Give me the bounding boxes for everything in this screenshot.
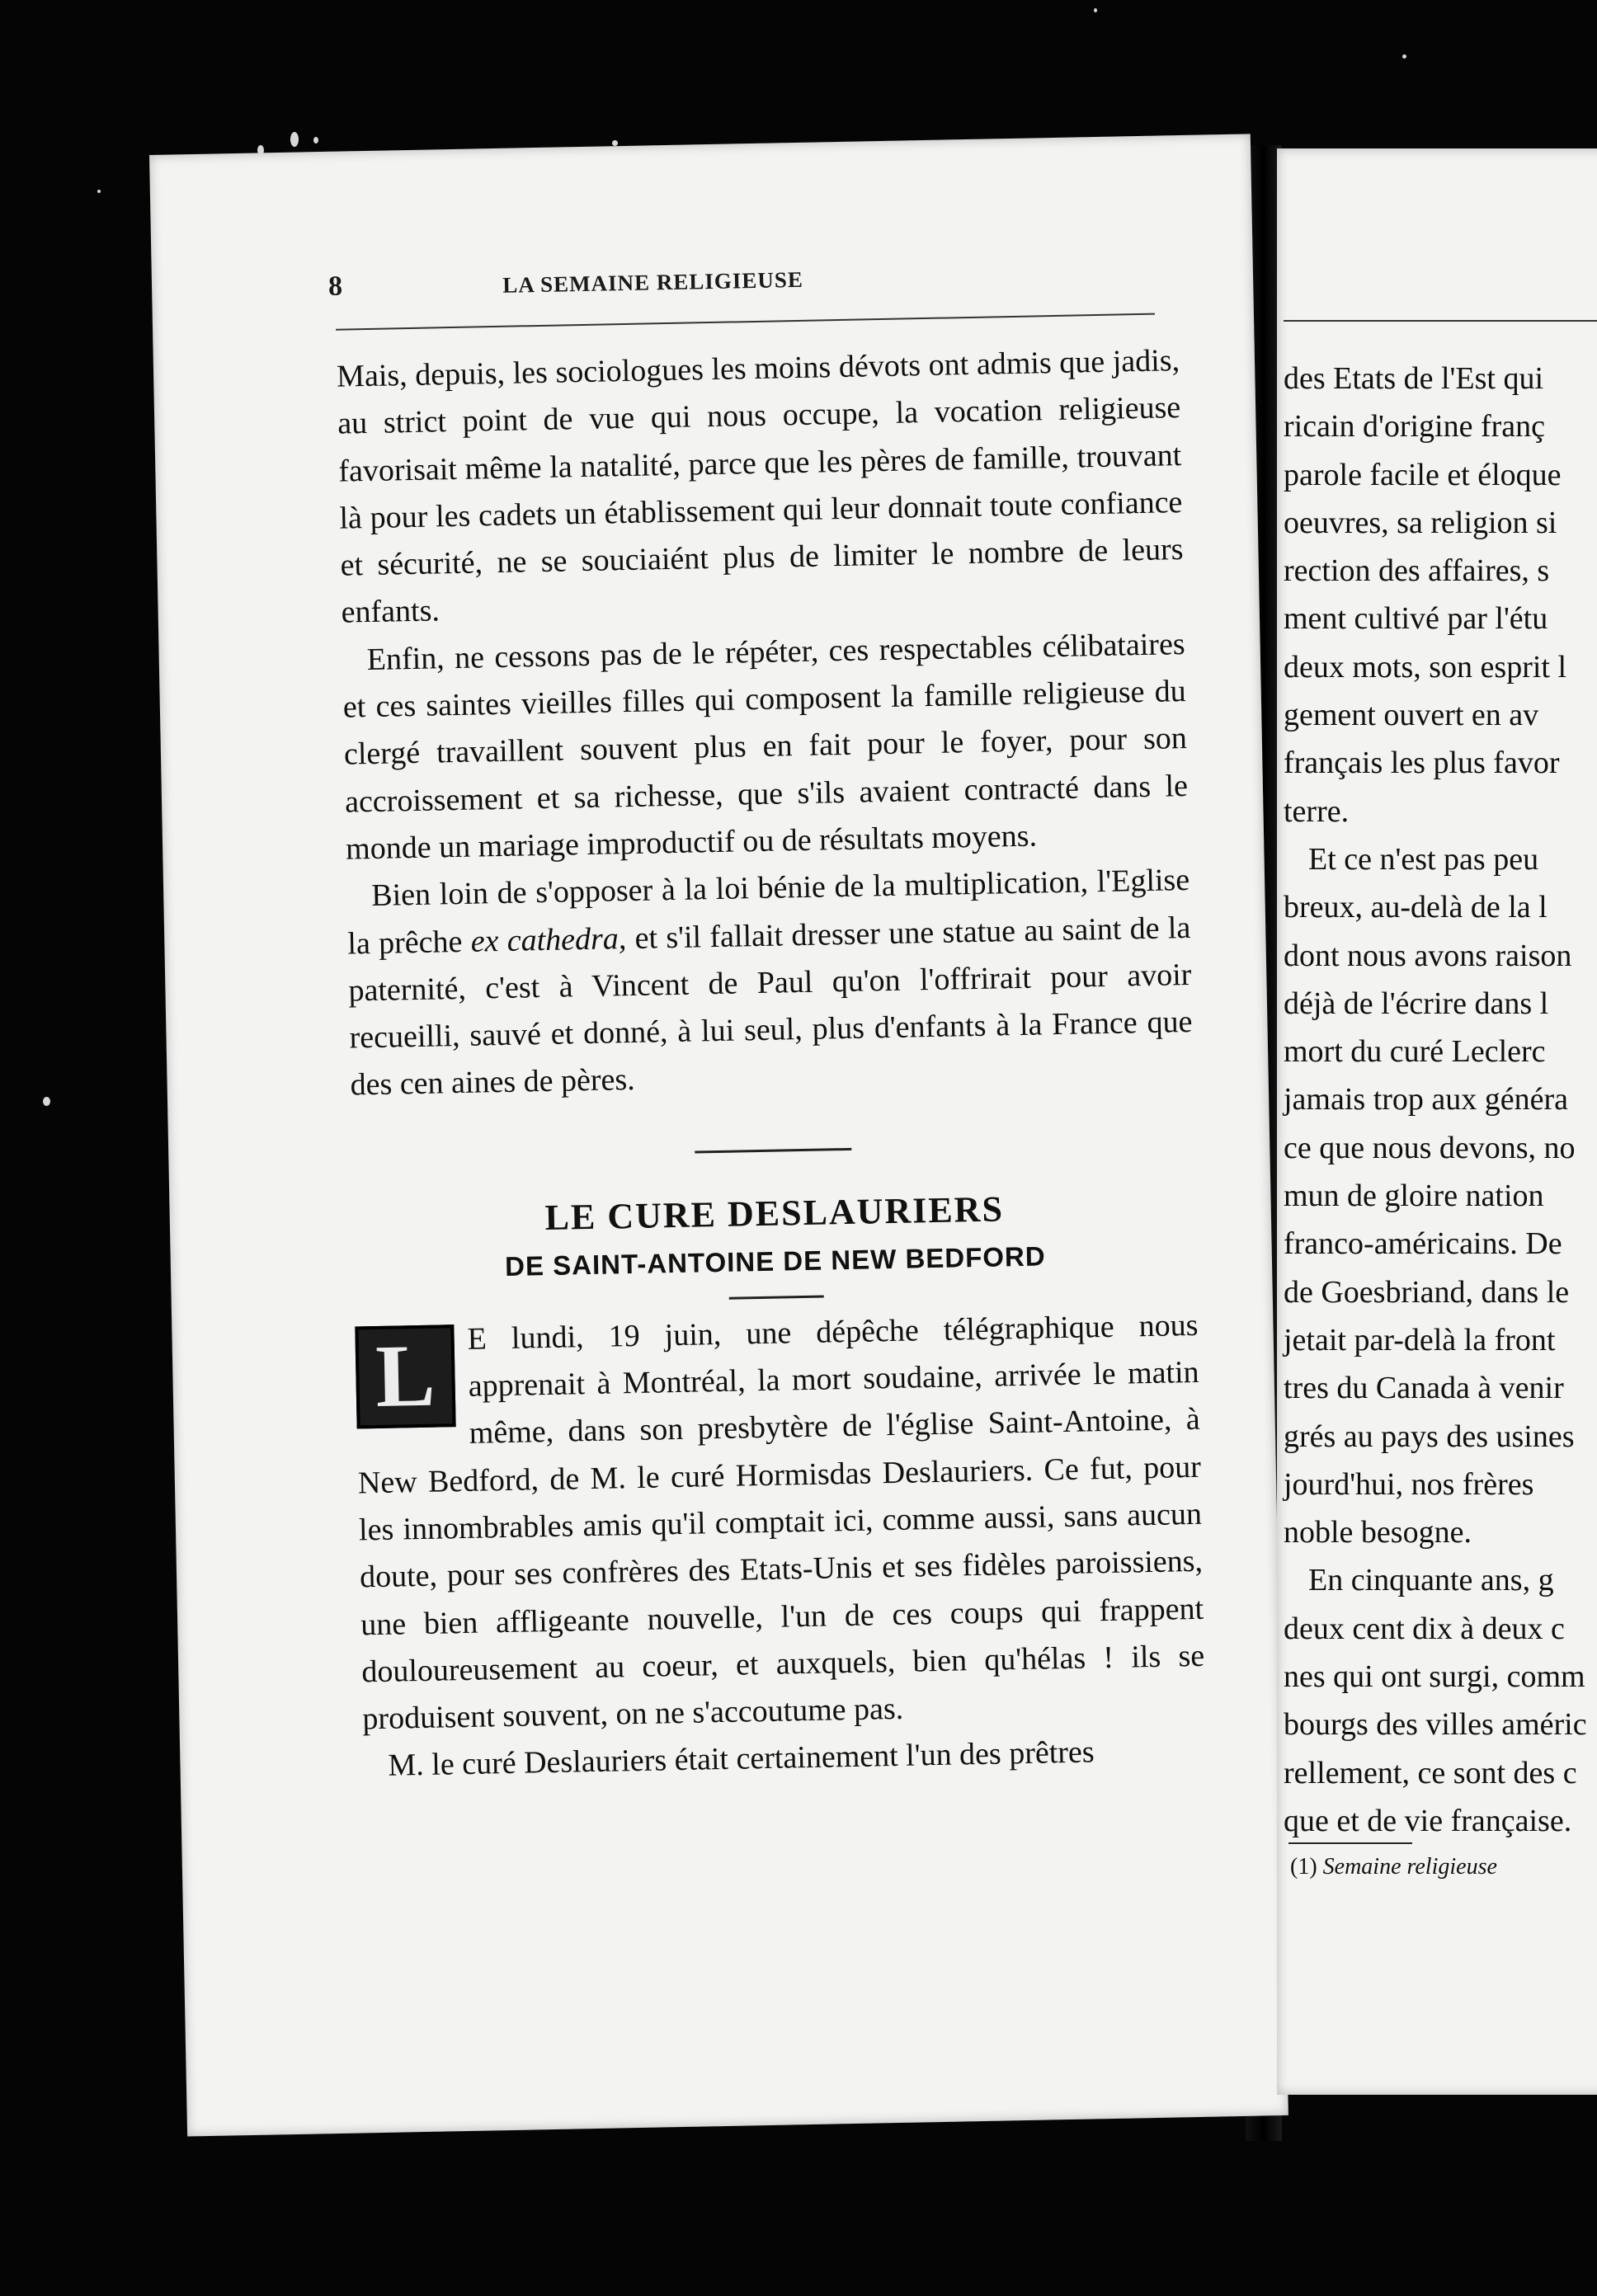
left-page	[149, 134, 1288, 2136]
article-paragraph-1-text: E lundi, 19 juin, une dépêche télégraphique nous apprenait à Montréal, la mort soudaine, arrivée le matin même, dans son presbytère de l'église Saint-Antoine, à New Bedford, de M. le curé Hormisdas Deslauriers. Ce fut, pour les innombrables amis qu'il comptait ici, comme aussi, sans aucun doute, pour ses confrères des Etats-Unis et ses fidèles paroissiens, une bien affligeante nouvelle, l'un de ces coups qui frappent douloureusement au coeur, et auxquels, bien qu'hélas ! ils se produisent souvent, on ne s'accoutume pas.	[357, 1307, 1205, 1737]
footnote-rule	[1288, 1842, 1412, 1844]
right-page-line: Et ce n'est pas peu	[1308, 841, 1539, 877]
footnote-marker: (1)	[1290, 1854, 1317, 1880]
right-page-line: mort du curé Leclerc	[1284, 1034, 1546, 1070]
right-page-line: terre.	[1284, 793, 1350, 829]
article-title: LE CURE DESLAURIERS	[544, 1188, 1005, 1238]
right-page-line: ment cultivé par l'étu	[1284, 601, 1548, 637]
right-page-line: franco-américains. De	[1284, 1226, 1562, 1262]
right-page-line: ce que nous devons, no	[1284, 1130, 1576, 1165]
right-page-line: En cinquante ans, g	[1308, 1563, 1554, 1598]
right-page-line: de Goesbriand, dans le	[1284, 1274, 1570, 1310]
paragraph-3	[346, 857, 1194, 1109]
right-page	[1277, 148, 1597, 2095]
footnote	[1290, 1854, 1497, 1880]
page-number: 8	[327, 271, 343, 302]
right-page-line: jamais trop aux généra	[1284, 1082, 1569, 1117]
footnote-text: Semaine religieuse	[1322, 1854, 1497, 1880]
article-paragraph-2: M. le curé Deslauriers était certainement l'un des prêtres	[388, 1734, 1095, 1784]
right-page-line: rellement, ce sont des c	[1284, 1755, 1577, 1790]
right-page-line: tres du Canada à venir	[1284, 1371, 1564, 1406]
right-page-line: nes qui ont surgi, comm	[1284, 1659, 1585, 1695]
right-page-line: rection des affaires, s	[1284, 553, 1550, 589]
right-page-line: déjà de l'écrire dans l	[1284, 986, 1549, 1021]
article-subtitle: DE SAINT-ANTOINE DE NEW BEDFORD	[504, 1240, 1046, 1282]
right-page-line: dont nous avons raison	[1284, 938, 1572, 973]
right-page-line: oeuvres, sa religion si	[1284, 505, 1557, 540]
right-page-line: jetait par-delà la front	[1284, 1322, 1556, 1357]
left-page-body	[337, 337, 1207, 1790]
right-page-line: gement ouvert en av	[1284, 698, 1539, 733]
right-page-line: bourgs des villes améric	[1284, 1707, 1587, 1743]
right-page-line: que et de vie française.	[1284, 1803, 1572, 1838]
right-page-line: breux, au-delà de la l	[1284, 890, 1548, 925]
right-page-body	[1284, 355, 1597, 1845]
running-head	[152, 253, 1254, 316]
right-page-line: des Etats de l'Est qui	[1284, 361, 1544, 396]
right-page-line: parole facile et éloque	[1284, 457, 1562, 492]
right-page-line: français les plus favor	[1284, 746, 1560, 781]
right-page-line: noble besogne.	[1284, 1515, 1472, 1550]
paragraph-3-latin-phrase: ex cathedra,	[470, 920, 627, 959]
right-page-line: deux mots, son esprit l	[1284, 649, 1567, 685]
right-page-line: ricain d'origine franç	[1284, 409, 1546, 445]
drop-cap-ornament: L	[355, 1324, 455, 1428]
right-page-header-rule	[1284, 320, 1597, 322]
right-page-line: grés au pays des usines	[1284, 1419, 1575, 1454]
right-page-line: mun de gloire nation	[1284, 1179, 1544, 1214]
paragraph-2: Enfin, ne cessons pas de le répéter, ces respectables célibataires et ces saintes vieilles filles qui composent la famille religieuse du clergé travaillent souvent plus en fait pour le foyer, pour son accroissement et sa richesse, que s'ils avaient contracté dans le monde un mariage improductif ou de résultats moyens.	[342, 626, 1189, 867]
paragraph-1: Mais, depuis, les sociologues les moins dévots ont admis que jadis, au strict point de vue qui nous occupe, la vocation religieuse favorisait même la natalité, parce que les pères de famille, trouvant là pour les cadets un établissement qui leur donnait toute confiance et sécurité, ne se souciaiént plus de limiter le nombre de leurs enfants.	[336, 343, 1184, 631]
right-page-line: deux cent dix à deux c	[1284, 1611, 1565, 1646]
paragraph-3-end: et s'il fallait dresser une statue au saint de la paternité, c'est à Vincent de Paul qu'on l'offrirait pour avoir recueilli, sauvé et donné, à lui seul, plus d'enfants à la France que des cen aines de pères.	[348, 910, 1193, 1103]
running-head-title: LA SEMAINE RELIGIEUSE	[502, 266, 804, 298]
header-rule	[336, 313, 1155, 331]
article-paragraph-1	[355, 1302, 1206, 1743]
paragraph-3-start: Bien loin de s'opposer à la loi bénie de la multiplication, l'Eglise la prêche	[346, 863, 1190, 962]
right-page-line: jourd'hui, nos frères	[1284, 1466, 1534, 1502]
